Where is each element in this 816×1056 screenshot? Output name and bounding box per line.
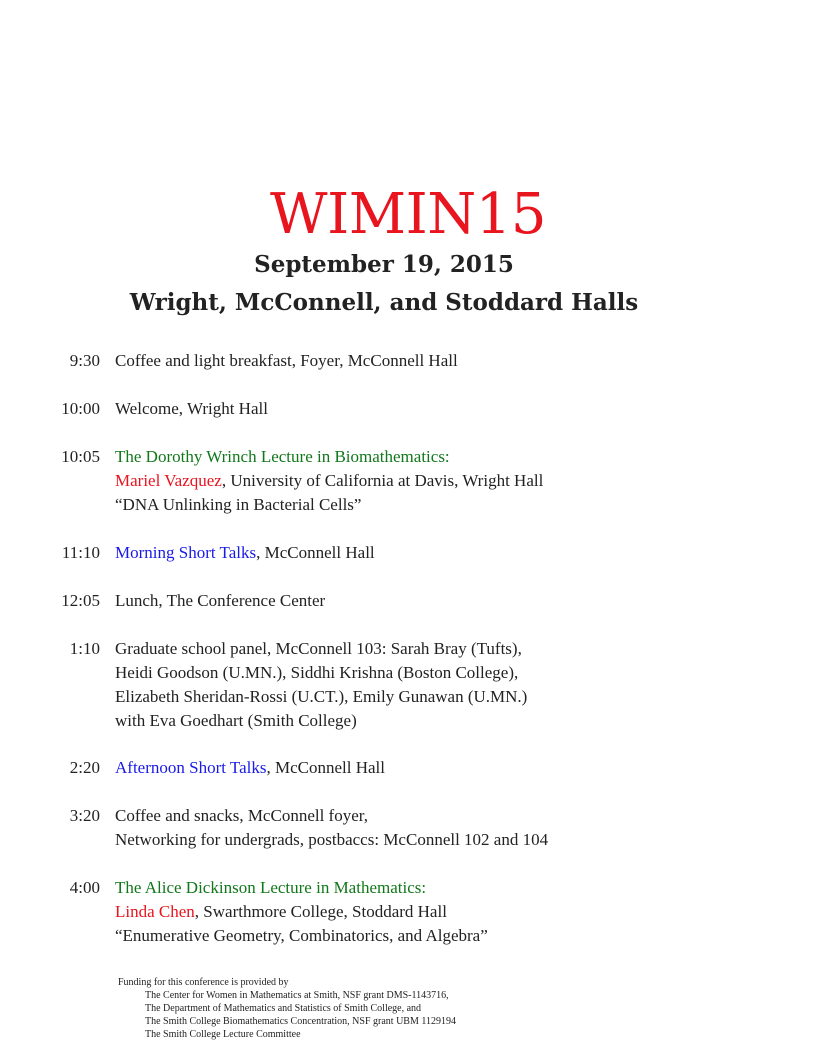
schedule-description <box>115 397 805 421</box>
schedule-line: Lunch, The Conference Center <box>115 591 326 610</box>
page-title: WIMIN15 <box>270 182 546 247</box>
schedule-time: 1:10 <box>69 639 100 658</box>
schedule-location: , McConnell Hall <box>256 543 375 562</box>
schedule-time: 3:20 <box>69 806 100 825</box>
speaker-affiliation: , University of California at Davis, Wright Hall <box>221 471 544 490</box>
schedule-line: Welcome, Wright Hall <box>115 399 268 418</box>
talk-title: “DNA Unlinking in Bacterial Cells” <box>115 495 362 514</box>
schedule-time: 10:05 <box>61 447 100 466</box>
schedule-line: with Eva Goedhart (Smith College) <box>115 711 357 730</box>
schedule-description <box>115 541 805 565</box>
schedule-time: 12:05 <box>61 591 100 610</box>
event-date: September 19, 2015 <box>254 251 514 278</box>
schedule-description <box>115 876 805 948</box>
schedule-description <box>115 589 805 613</box>
afternoon-short-talks-link[interactable]: Afternoon Short Talks <box>115 758 267 777</box>
schedule-time: 10:00 <box>61 399 100 418</box>
schedule-description <box>115 637 805 733</box>
speaker-name: Linda Chen <box>115 902 195 921</box>
schedule-time: 11:10 <box>61 543 100 562</box>
funding-line: The Smith College Biomathematics Concentration, NSF grant UBM 1129194 <box>145 1016 456 1027</box>
funding-heading: Funding for this conference is provided by <box>118 977 289 988</box>
speaker-affiliation: , Swarthmore College, Stoddard Hall <box>194 902 447 921</box>
funding-footer <box>118 976 718 1041</box>
schedule-line: Heidi Goodson (U.MN.), Siddhi Krishna (Boston College), <box>115 663 519 682</box>
schedule-line: Graduate school panel, McConnell 103: Sarah Bray (Tufts), <box>115 639 522 658</box>
event-venue: Wright, McConnell, and Stoddard Halls <box>129 289 639 316</box>
speaker-line <box>115 469 805 493</box>
schedule-description <box>115 445 805 517</box>
schedule-line: Elizabeth Sheridan-Rossi (U.CT.), Emily Gunawan (U.MN.) <box>115 687 528 706</box>
funding-line: The Center for Women in Mathematics at Smith, NSF grant DMS-1143716, <box>145 990 449 1001</box>
schedule-line: Coffee and snacks, McConnell foyer, <box>115 806 368 825</box>
speaker-line <box>115 900 805 924</box>
schedule-description <box>115 349 805 373</box>
schedule-description <box>115 756 805 780</box>
schedule-line: Networking for undergrads, postbaccs: McConnell 102 and 104 <box>115 830 549 849</box>
schedule-description <box>115 804 805 852</box>
schedule-line: Coffee and light breakfast, Foyer, McConnell Hall <box>115 351 458 370</box>
funding-line: The Department of Mathematics and Statistics of Smith College, and <box>145 1003 422 1014</box>
morning-short-talks-link[interactable]: Morning Short Talks <box>115 543 257 562</box>
lecture-title: The Alice Dickinson Lecture in Mathematics: <box>115 878 427 897</box>
funding-line: The Smith College Lecture Committee <box>145 1029 301 1040</box>
speaker-name: Mariel Vazquez <box>115 471 222 490</box>
talk-title: “Enumerative Geometry, Combinatorics, and Algebra” <box>115 926 488 945</box>
schedule-location: , McConnell Hall <box>266 758 385 777</box>
schedule-time: 4:00 <box>69 878 100 897</box>
schedule-time: 9:30 <box>69 351 100 370</box>
schedule-time: 2:20 <box>69 758 100 777</box>
lecture-title: The Dorothy Wrinch Lecture in Biomathematics: <box>115 447 450 466</box>
